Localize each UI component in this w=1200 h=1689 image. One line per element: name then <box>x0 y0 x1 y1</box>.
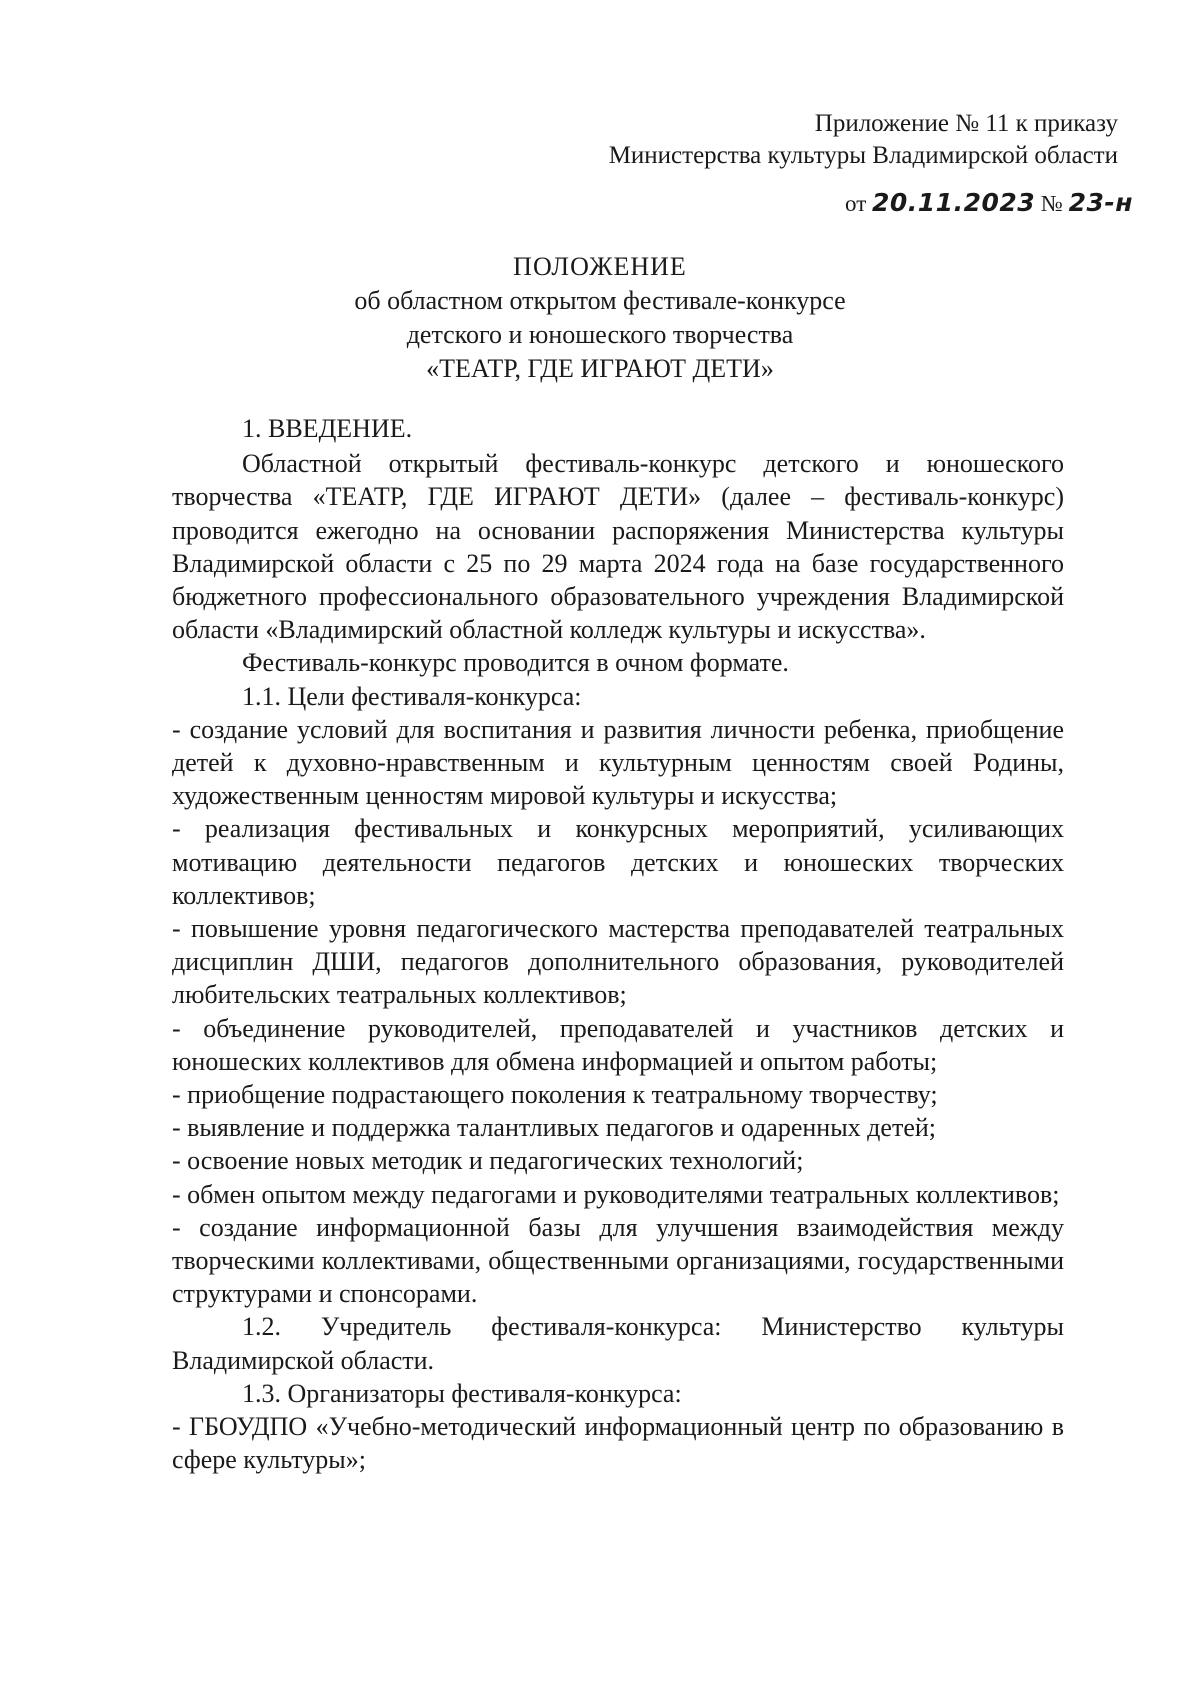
goal-item: - создание условий для воспитания и развития личности ребенка, приобщение детей к духовно-нравственным и культурным ценностям своей Родины, художественным ценностям мировой культуры и искусства; <box>172 714 1064 811</box>
title-line-1: ПОЛОЖЕНИЕ <box>513 252 687 281</box>
document-title <box>0 250 1200 386</box>
order-reference <box>845 188 1133 217</box>
goals-heading: 1.1. Цели фестиваля-конкурса: <box>242 681 582 711</box>
order-date: 20.11.2023 <box>872 188 1036 217</box>
organizers-heading: 1.3. Организаторы фестиваля-конкурса: <box>242 1378 682 1408</box>
order-number: 23-н <box>1068 188 1134 217</box>
order-number-label: № <box>1040 191 1063 216</box>
goal-item: - освоение новых методик и педагогических технологий; <box>172 1146 804 1176</box>
title-line-3: детского и юношеского творчества <box>406 320 794 349</box>
goal-item: - выявление и поддержка талантливых педагогов и одаренных детей; <box>172 1113 936 1143</box>
annex-line-2: Министерства культуры Владимирской области <box>608 142 1118 169</box>
title-line-2: об областном открытом фестивале-конкурсе <box>354 286 846 315</box>
format-paragraph: Фестиваль-конкурс проводится в очном формате. <box>242 648 789 678</box>
annex-header <box>609 108 1118 172</box>
document-body <box>172 412 1064 1477</box>
goal-item: - приобщение подрастающего поколения к театральному творчеству; <box>172 1080 938 1110</box>
goal-item: - обмен опытом между педагогами и руководителями театральных коллективов; <box>172 1179 1060 1209</box>
founder-paragraph: 1.2. Учредитель фестиваля-конкурса: Министерство культуры Владимирской области. <box>172 1312 1064 1375</box>
goal-item: - реализация фестивальных и конкурсных мероприятий, усиливающих мотивацию деятельности педагогов детских и юношеских творческих коллективов; <box>172 814 1064 910</box>
section-heading: 1. ВВЕДЕНИЕ. <box>242 414 413 443</box>
order-prefix: от <box>845 191 867 216</box>
annex-line-1: Приложение № 11 к приказу <box>814 110 1118 137</box>
goal-item: - объединение руководителей, преподавателей и участников детских и юношеских коллективов для обмена информацией и опытом работы; <box>172 1013 1064 1076</box>
goal-item: - повышение уровня педагогического мастерства преподавателей театральных дисциплин ДШИ, педагогов дополнительного образования, руководителей любительских театральных коллективов; <box>172 914 1064 1010</box>
intro-paragraph: Областной открытый фестиваль-конкурс детского и юношеского творчества «ТЕАТР, ГДЕ ИГРАЮТ ДЕТИ» (далее – фестиваль-конкурс) проводится ежегодно на основании распоряжения Министерства культуры Владимирской области с 25 по 29 марта 2024 года на базе государственного бюджетного профессионального образовательного учреждения Владимирской области «Владимирский областной колледж культуры и искусства». <box>172 449 1064 645</box>
title-line-4: «ТЕАТР, ГДЕ ИГРАЮТ ДЕТИ» <box>426 354 774 383</box>
organizer-item: - ГБОУДПО «Учебно-методический информационный центр по образованию в сфере культуры»; <box>172 1412 1064 1475</box>
goal-item: - создание информационной базы для улучшения взаимодействия между творческими коллективами, общественными организациями, государственными структурами и спонсорами. <box>172 1212 1064 1309</box>
